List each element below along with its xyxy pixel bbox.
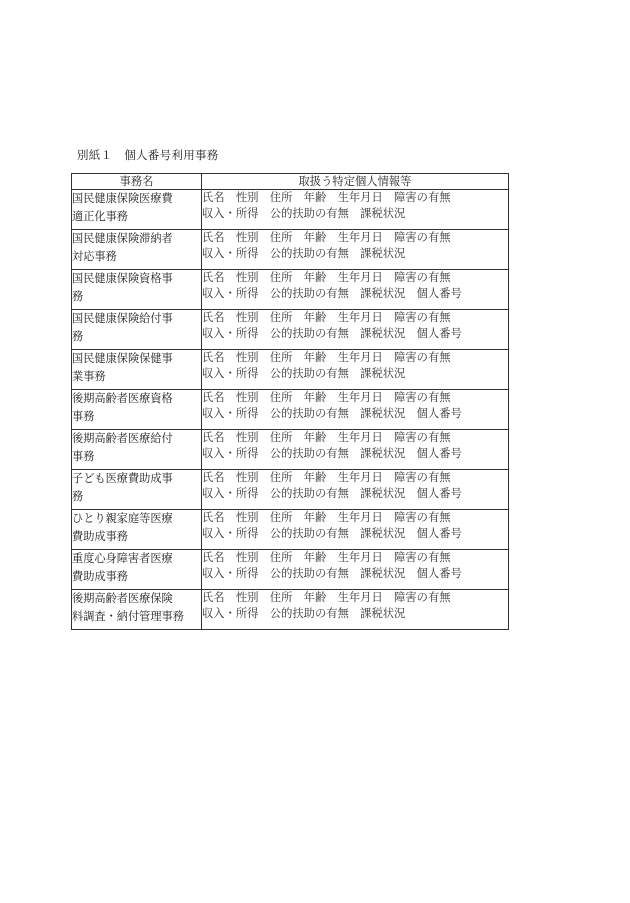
table-row	[72, 430, 509, 470]
work-name-line: 国民健康保険保健事	[72, 352, 173, 365]
table-row	[72, 270, 509, 310]
personal-info-line: 氏名 性別 住所 年齢 生年月日 障害の有無	[202, 311, 451, 324]
personal-info-line: 収入・所得 公的扶助の有無 課税状況	[202, 207, 406, 220]
personal-info-line: 収入・所得 公的扶助の有無 課税状況 個人番号	[202, 567, 462, 580]
table-row	[72, 310, 509, 350]
work-name-cell	[72, 510, 202, 550]
personal-info-line: 氏名 性別 住所 年齢 生年月日 障害の有無	[202, 231, 451, 244]
personal-info-line: 氏名 性別 住所 年齢 生年月日 障害の有無	[202, 191, 451, 204]
work-name-cell	[72, 550, 202, 590]
work-name-cell	[72, 190, 202, 230]
personal-info-cell	[202, 270, 509, 310]
work-name-line: 子ども医療費助成事	[72, 472, 173, 485]
table-body	[72, 190, 509, 630]
personal-info-line: 収入・所得 公的扶助の有無 課税状況 個人番号	[202, 287, 462, 300]
work-name-line: 後期高齢者医療資格	[72, 392, 173, 405]
work-name-cell	[72, 310, 202, 350]
work-name-line: 後期高齢者医療給付	[72, 432, 173, 445]
table-row	[72, 550, 509, 590]
work-name-line: 適正化事務	[72, 210, 128, 223]
personal-info-cell	[202, 510, 509, 550]
work-name-line: 務	[72, 330, 84, 343]
personal-info-cell	[202, 310, 509, 350]
personal-info-line: 氏名 性別 住所 年齢 生年月日 障害の有無	[202, 351, 451, 364]
table-row	[72, 470, 509, 510]
personal-info-cell	[202, 390, 509, 430]
personal-number-usage-table	[71, 173, 509, 630]
table-row	[72, 390, 509, 430]
personal-info-line: 収入・所得 公的扶助の有無 課税状況 個人番号	[202, 407, 462, 420]
personal-info-line: 収入・所得 公的扶助の有無 課税状況 個人番号	[202, 527, 462, 540]
work-name-line: 費助成事務	[72, 530, 128, 543]
work-name-cell	[72, 230, 202, 270]
table-row	[72, 190, 509, 230]
personal-info-line: 収入・所得 公的扶助の有無 課税状況 個人番号	[202, 447, 462, 460]
table-header-row	[72, 174, 509, 190]
personal-info-line: 氏名 性別 住所 年齢 生年月日 障害の有無	[202, 391, 451, 404]
table-row	[72, 510, 509, 550]
personal-info-cell	[202, 470, 509, 510]
work-name-line: 務	[72, 290, 84, 303]
work-name-line: 国民健康保険医療費	[72, 192, 173, 205]
work-name-cell	[72, 470, 202, 510]
work-name-cell	[72, 430, 202, 470]
personal-info-cell	[202, 430, 509, 470]
work-name-line: 料調査・納付管理事務	[72, 610, 184, 623]
work-name-cell	[72, 270, 202, 310]
work-name-line: 業事務	[72, 370, 106, 383]
work-name-cell	[72, 390, 202, 430]
personal-info-line: 収入・所得 公的扶助の有無 課税状況 個人番号	[202, 487, 462, 500]
personal-info-line: 収入・所得 公的扶助の有無 課税状況	[202, 607, 406, 620]
work-name-line: 事務	[72, 410, 95, 423]
personal-info-line: 氏名 性別 住所 年齢 生年月日 障害の有無	[202, 271, 451, 284]
personal-info-line: 収入・所得 公的扶助の有無 課税状況 個人番号	[202, 327, 462, 340]
header-work-name: 事務名	[72, 174, 202, 190]
personal-info-cell	[202, 350, 509, 390]
personal-info-cell	[202, 590, 509, 630]
personal-info-cell	[202, 230, 509, 270]
personal-info-line: 氏名 性別 住所 年齢 生年月日 障害の有無	[202, 471, 451, 484]
personal-info-line: 氏名 性別 住所 年齢 生年月日 障害の有無	[202, 431, 451, 444]
work-name-line: 費助成事務	[72, 570, 128, 583]
work-name-line: 対応事務	[72, 250, 117, 263]
work-name-line: 国民健康保険給付事	[72, 312, 173, 325]
work-name-line: 事務	[72, 450, 95, 463]
personal-info-cell	[202, 190, 509, 230]
page-title: 別紙１ 個人番号利用事務	[77, 148, 219, 162]
work-name-line: 務	[72, 490, 84, 503]
table-row	[72, 350, 509, 390]
personal-info-cell	[202, 550, 509, 590]
work-name-cell	[72, 350, 202, 390]
work-name-line: ひとり親家庭等医療	[72, 512, 173, 525]
table-row	[72, 590, 509, 630]
table-row	[72, 230, 509, 270]
personal-info-line: 収入・所得 公的扶助の有無 課税状況	[202, 367, 406, 380]
personal-info-line: 氏名 性別 住所 年齢 生年月日 障害の有無	[202, 551, 451, 564]
work-name-line: 重度心身障害者医療	[72, 552, 173, 565]
personal-info-line: 氏名 性別 住所 年齢 生年月日 障害の有無	[202, 591, 451, 604]
work-name-line: 国民健康保険滞納者	[72, 232, 173, 245]
personal-info-line: 氏名 性別 住所 年齢 生年月日 障害の有無	[202, 511, 451, 524]
header-personal-info: 取扱う特定個人情報等	[202, 174, 509, 190]
work-name-line: 国民健康保険資格事	[72, 272, 173, 285]
work-name-cell	[72, 590, 202, 630]
work-name-line: 後期高齢者医療保険	[72, 592, 173, 605]
personal-info-line: 収入・所得 公的扶助の有無 課税状況	[202, 247, 406, 260]
